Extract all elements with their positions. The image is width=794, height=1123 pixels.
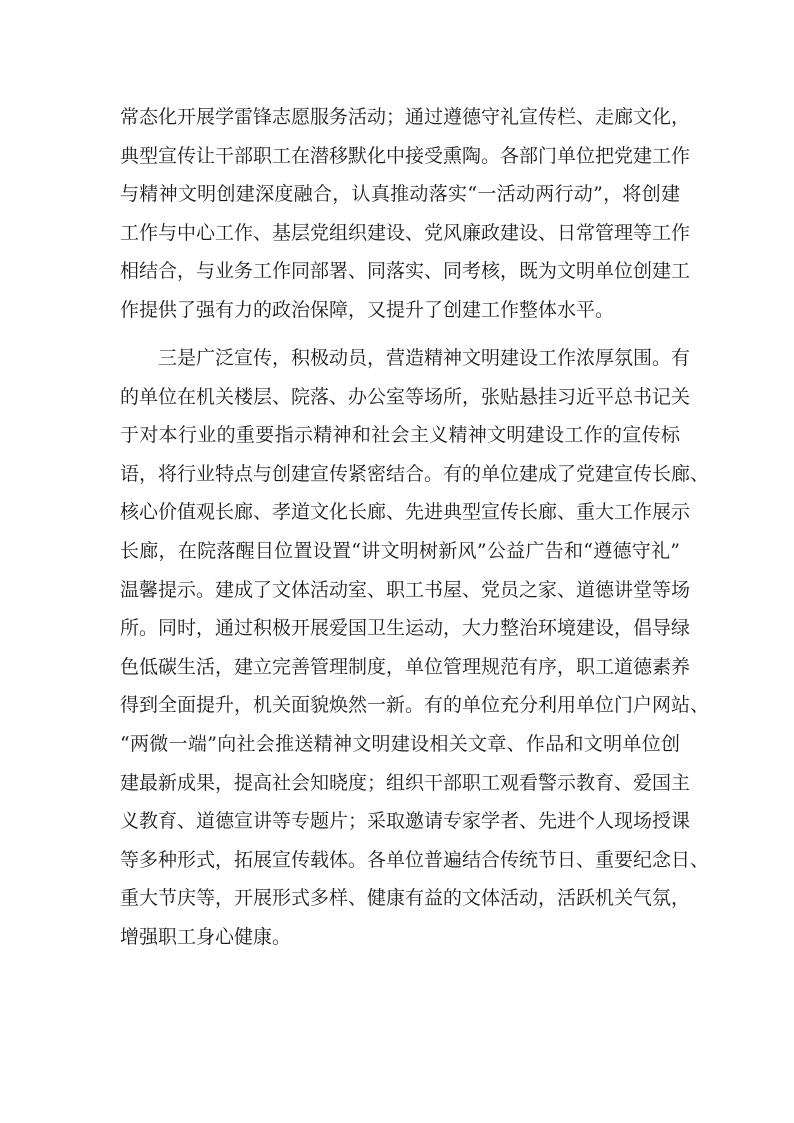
paragraph-line: 长廊，在院落醒目位置设置“讲文明树新风”公益广告和“遵德守礼” (120, 539, 680, 562)
paragraph-line: 义教育、道德宣讲等专题片；采取邀请专家学者、先进个人现场授课 (120, 810, 691, 833)
paragraph-line: 温馨提示。建成了文体活动室、职工书屋、党员之家、道德讲堂等场 (120, 578, 691, 601)
paragraph-line: 增强职工身心健康。 (120, 925, 292, 948)
paragraph-1 (120, 98, 691, 330)
paragraph-2 (120, 339, 710, 957)
paragraph-line: 色低碳生活，建立完善管理制度，单位管理规范有序，职工道德素养 (120, 655, 691, 678)
paragraph-line: 工作与中心工作、基层党组织建设、党风廉政建设、日常管理等工作 (120, 221, 691, 244)
paragraph-line: 三是广泛宣传，积极动员，营造精神文明建设工作浓厚氛围。有 (158, 347, 691, 369)
paragraph-line: 作提供了强有力的政治保障，又提升了创建工作整体水平。 (120, 298, 615, 321)
paragraph-line: “两微一端”向社会推送精神文明建设相关文章、作品和文明单位创 (120, 732, 680, 755)
paragraph-line: 核心价值观长廊、孝道文化长廊、先进典型宣传长廊、重大工作展示 (120, 501, 691, 524)
paragraph-line: 建最新成果，提高社会知晓度；组织干部职工观看警示教育、爱国主 (120, 771, 691, 794)
paragraph-line: 于对本行业的重要指示精神和社会主义精神文明建设工作的宣传标 (120, 424, 680, 447)
paragraph-line: 所。同时，通过积极开展爱国卫生运动，大力整治环境建设，倡导绿 (120, 617, 691, 640)
paragraph-line: 典型宣传让干部职工在潜移默化中接受熏陶。各部门单位把党建工作 (120, 144, 691, 167)
paragraph-line: 语，将行业特点与创建宣传紧密结合。有的单位建成了党建宣传长廊、 (120, 462, 710, 485)
paragraph-line: 重大节庆等，开展形式多样、健康有益的文体活动，活跃机关气氛， (120, 887, 691, 910)
paragraph-line: 等多种形式，拓展宣传载体。各单位普遍结合传统节日、重要纪念日、 (120, 848, 710, 871)
paragraph-line: 常态化开展学雷锋志愿服务活动；通过遵德守礼宣传栏、走廊文化， (120, 106, 691, 128)
paragraph-line: 与精神文明创建深度融合，认真推动落实“一活动两行动”，将创建 (120, 183, 680, 206)
paragraph-line: 的单位在机关楼层、院落、办公室等场所，张贴悬挂习近平总书记关 (120, 385, 691, 408)
paragraph-line: 相结合，与业务工作同部署、同落实、同考核，既为文明单位创建工 (120, 260, 691, 283)
paragraph-line: 得到全面提升，机关面貌焕然一新。有的单位充分利用单位门户网站、 (120, 694, 710, 717)
